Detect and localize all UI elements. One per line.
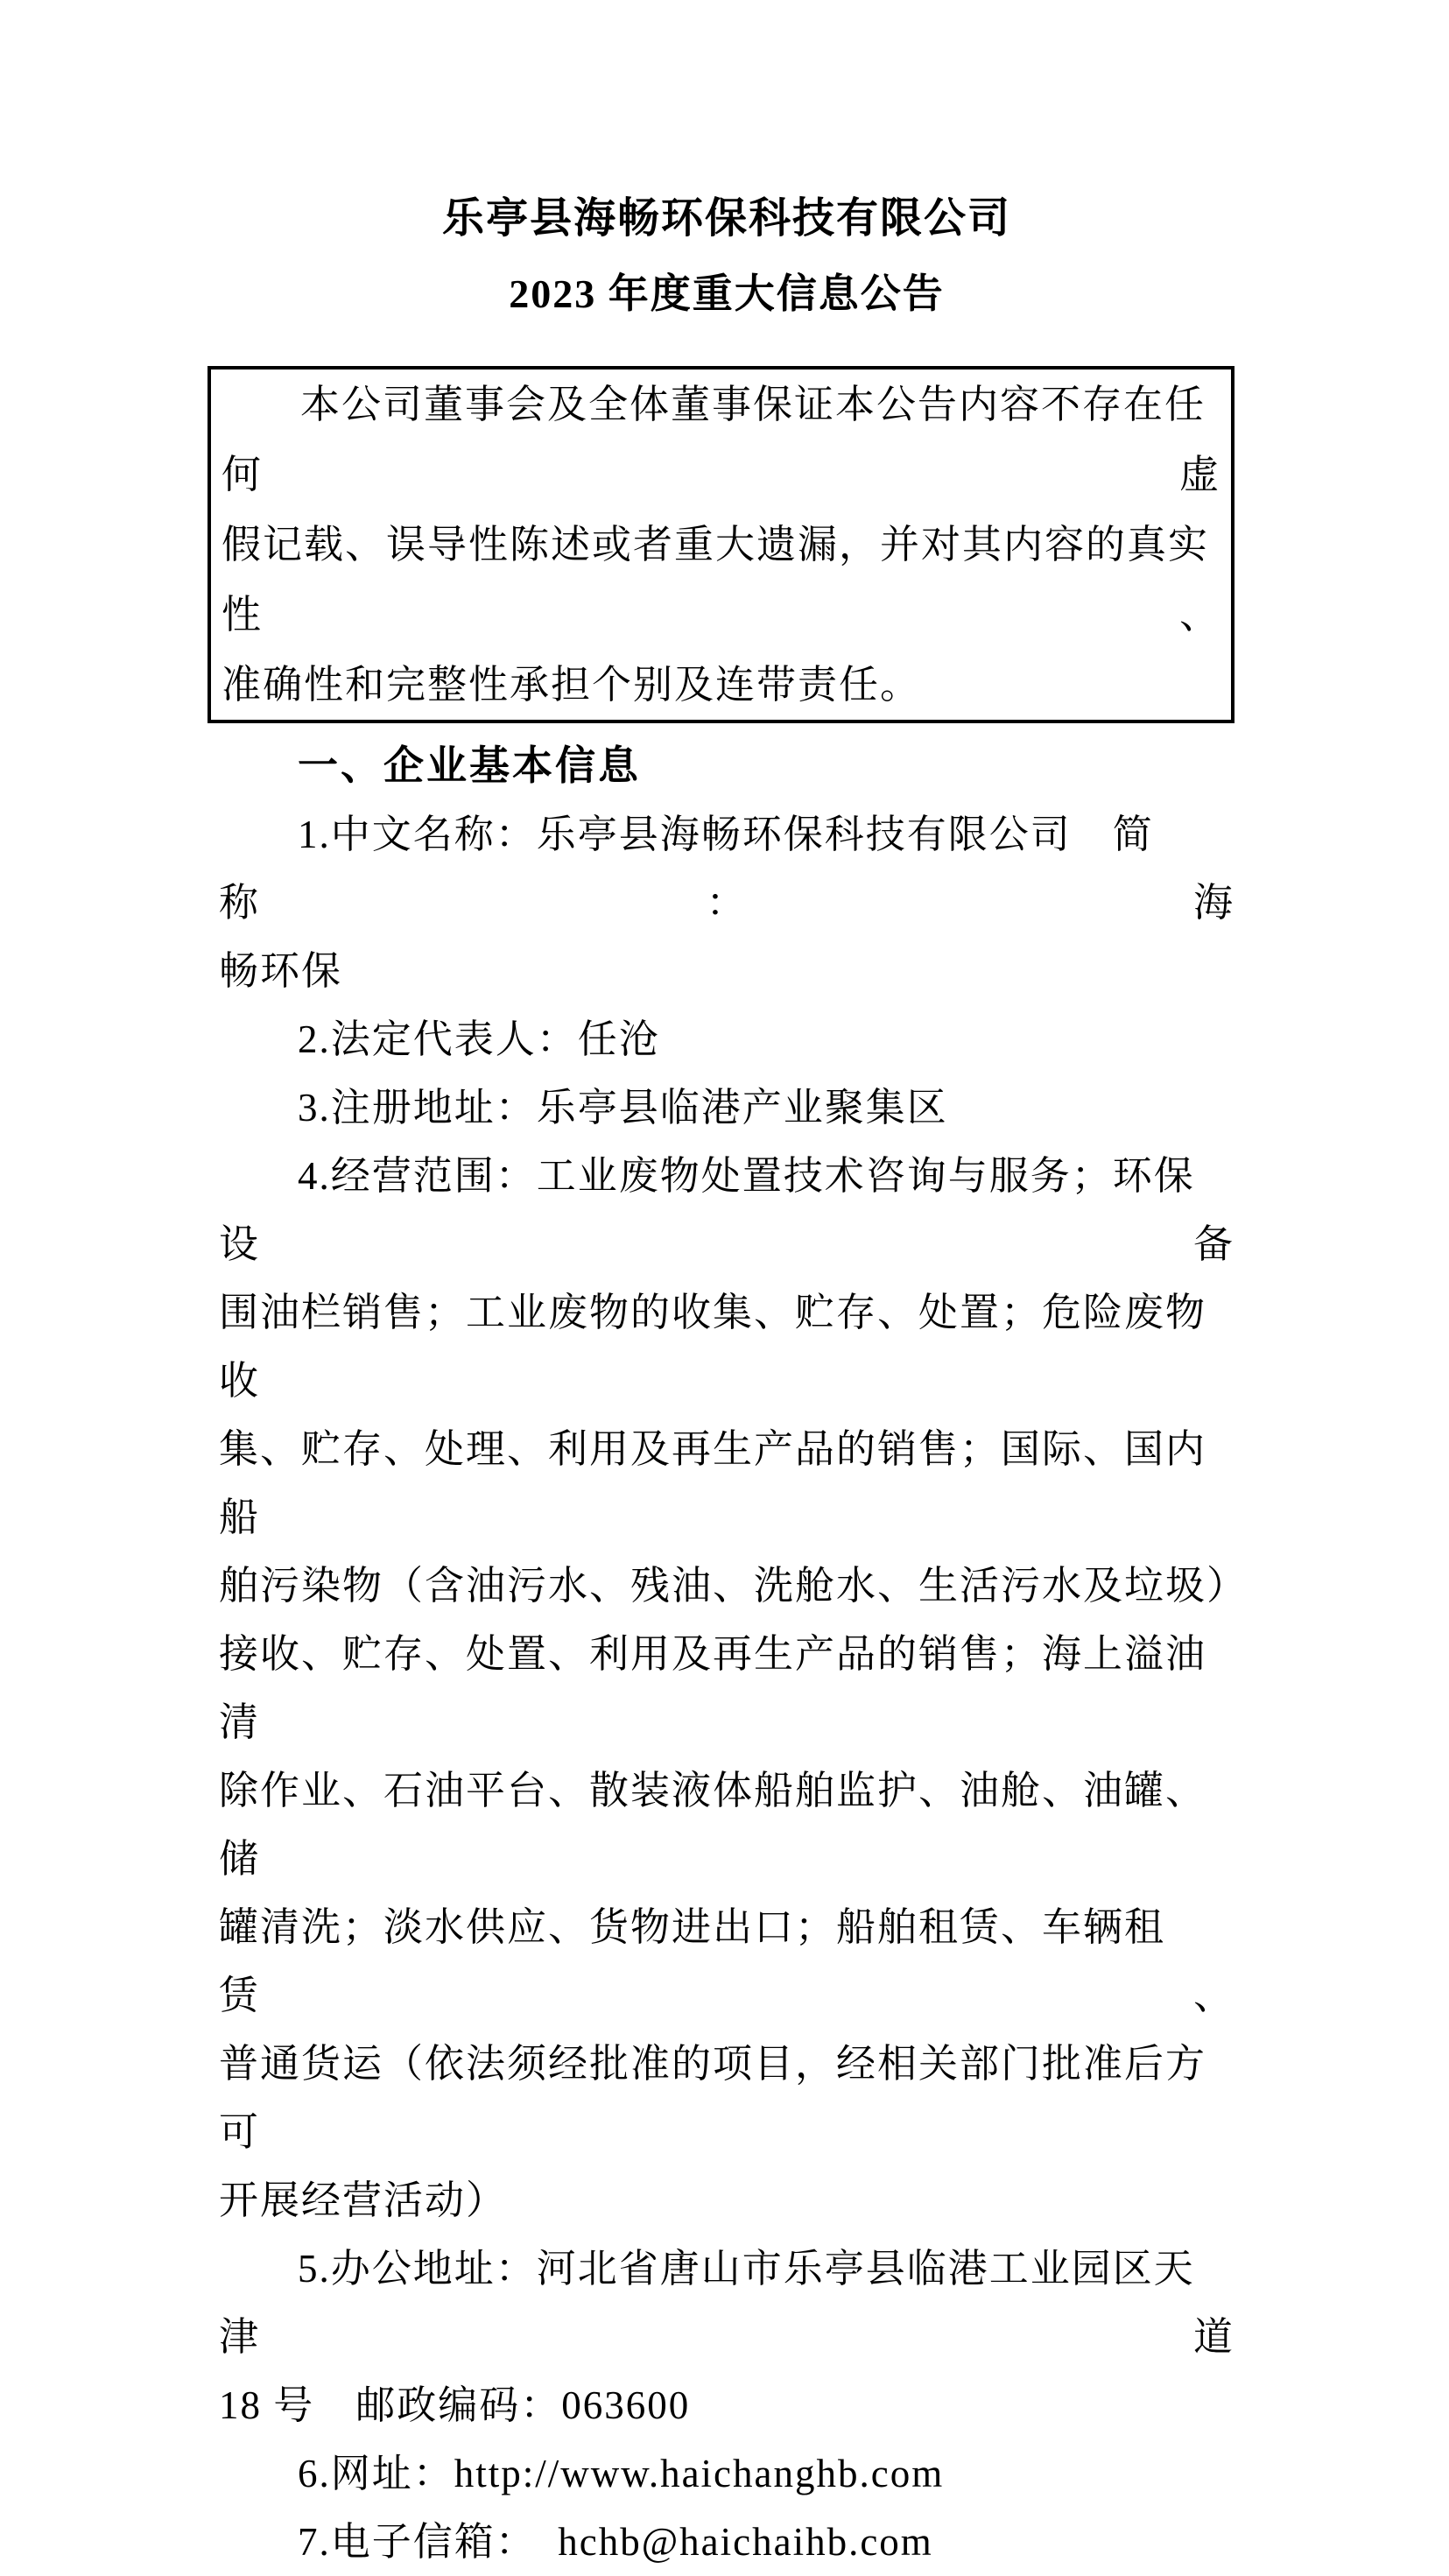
item-website — [219, 2439, 1234, 2508]
item-business-scope — [219, 1142, 1249, 2235]
text-line: 准确性和完整性承担个别及连带责任。 — [222, 663, 922, 707]
text-line: 集、贮存、处理、利用及再生产品的销售；国际、国内船 — [219, 1427, 1207, 1539]
text-line: 除作业、石油平台、散装液体船舶监护、油舱、油罐、储 — [219, 1769, 1207, 1881]
text-line: 1.中文名称：乐亭县海畅环保科技有限公司 简称：海 — [219, 813, 1234, 925]
text-line: 7.电子信箱： hchb@haichaihb.com — [298, 2520, 933, 2564]
text-line: 2.法定代表人：任沧 — [298, 1017, 660, 1061]
text-line: 6.网址：http://www.haichanghb.com — [298, 2452, 945, 2495]
text-line: 舶污染物（含油污水、残油、洗舱水、生活污水及垃圾） — [219, 1564, 1249, 1608]
item-office-address — [219, 2235, 1234, 2439]
text-line: 接收、贮存、处置、利用及再生产品的销售；海上溢油清 — [219, 1632, 1207, 1744]
text-line: 开展经营活动） — [219, 2178, 508, 2222]
board-disclaimer-box — [208, 366, 1234, 723]
text-line: 3.注册地址：乐亭县临港产业聚集区 — [298, 1086, 948, 1130]
text-line: 假记载、误导性陈述或者重大遗漏，并对其内容的真实性、 — [222, 523, 1220, 637]
text-line: 本公司董事会及全体董事保证本公告内容不存在任何虚 — [222, 383, 1220, 496]
text-line: 畅环保 — [219, 949, 343, 993]
text-line: 围油栏销售；工业废物的收集、贮存、处置；危险废物收 — [219, 1291, 1207, 1403]
text-line: 罐清洗；淡水供应、货物进出口；船舶租赁、车辆租赁、 — [219, 1905, 1234, 2017]
document-title: 乐亭县海畅环保科技有限公司 — [441, 195, 1011, 242]
section-heading-basic-info: 一、企业基本信息 — [298, 743, 641, 788]
text-line: 5.办公地址：河北省唐山市乐亭县临港工业园区天津道 — [219, 2247, 1234, 2359]
text-line: 18 号 邮政编码：063600 — [219, 2383, 691, 2427]
item-email — [219, 2508, 1234, 2576]
item-registered-address — [219, 1073, 1234, 1142]
item-chinese-name — [219, 800, 1234, 1005]
text-line: 4.经营范围：工业废物处置技术咨询与服务；环保设备 — [219, 1154, 1234, 1266]
text-line: 普通货运（依法须经批准的项目，经相关部门批准后方可 — [219, 2042, 1207, 2154]
document-subtitle: 2023 年度重大信息公告 — [509, 271, 945, 316]
item-legal-representative — [219, 1005, 1234, 1073]
